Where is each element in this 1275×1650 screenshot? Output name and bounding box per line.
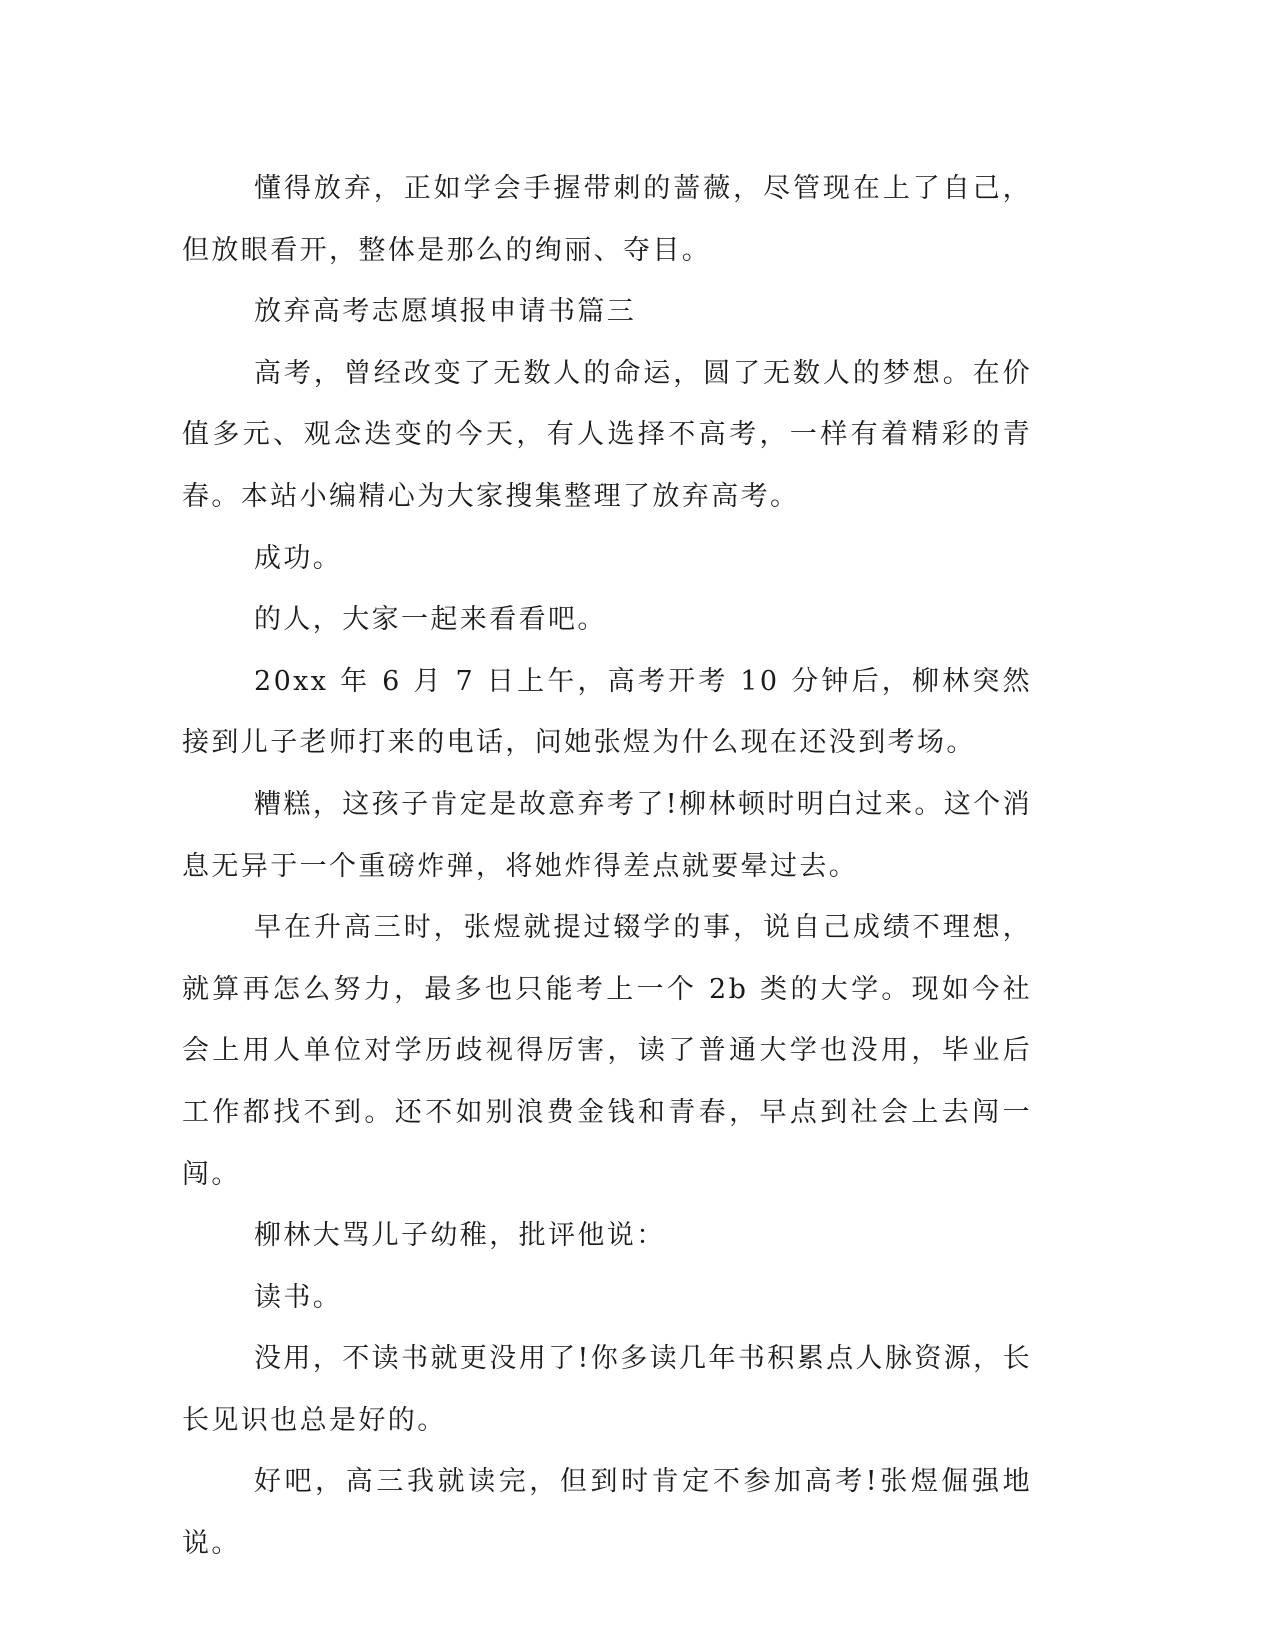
paragraph-8: 柳林大骂儿子幼稚，批评他说： — [254, 1220, 666, 1252]
section-heading: 放弃高考志愿填报申请书篇三 — [254, 296, 637, 328]
paragraph-10: 没用，不读书就更没用了!你多读几年书积累点人脉资源，长长见识也总是好的。 — [182, 1343, 1032, 1436]
paragraph-9: 读书。 — [254, 1281, 343, 1313]
paragraph-6: 糟糕，这孩子肯定是故意弃考了!柳林顿时明白过来。这个消息无异于一个重磅炸弹，将她炸得差点就要晕过去。 — [182, 788, 1032, 882]
paragraph-5: 20xx 年 6 月 7 日上午，高考开考 10 分钟后，柳林突然接到儿子老师打来的电话，问她张煜为什么现在还没到考场。 — [182, 665, 1032, 759]
paragraph-4: 的人，大家一起来看看吧。 — [254, 604, 607, 636]
paragraph-11: 好吧，高三我就读完，但到时肯定不参加高考!张煜倔强地说。 — [182, 1466, 1032, 1560]
paragraph-2: 高考，曾经改变了无数人的命运，圆了无数人的梦想。在价值多元、观念迭变的今天，有人选择不高考，一样有着精彩的青春。本站小编精心为大家搜集整理了放弃高考。 — [182, 357, 1032, 512]
paragraph-3: 成功。 — [254, 542, 343, 574]
paragraph-1: 懂得放弃，正如学会手握带刺的蔷薇，尽管现在上了自己，但放眼看开，整体是那么的绚丽、夺目。 — [182, 173, 1032, 266]
paragraph-7: 早在升高三时，张煜就提过辍学的事，说自己成绩不理想，就算再怎么努力，最多也只能考上一个 2b 类的大学。现如今社会上用人单位对学历歧视得厉害，读了普通大学也没用，毕业后工作都找不到。还不如别浪费金钱和青春，早点到社会上去闯一闯。 — [182, 912, 1032, 1190]
document-body — [182, 158, 1032, 1575]
